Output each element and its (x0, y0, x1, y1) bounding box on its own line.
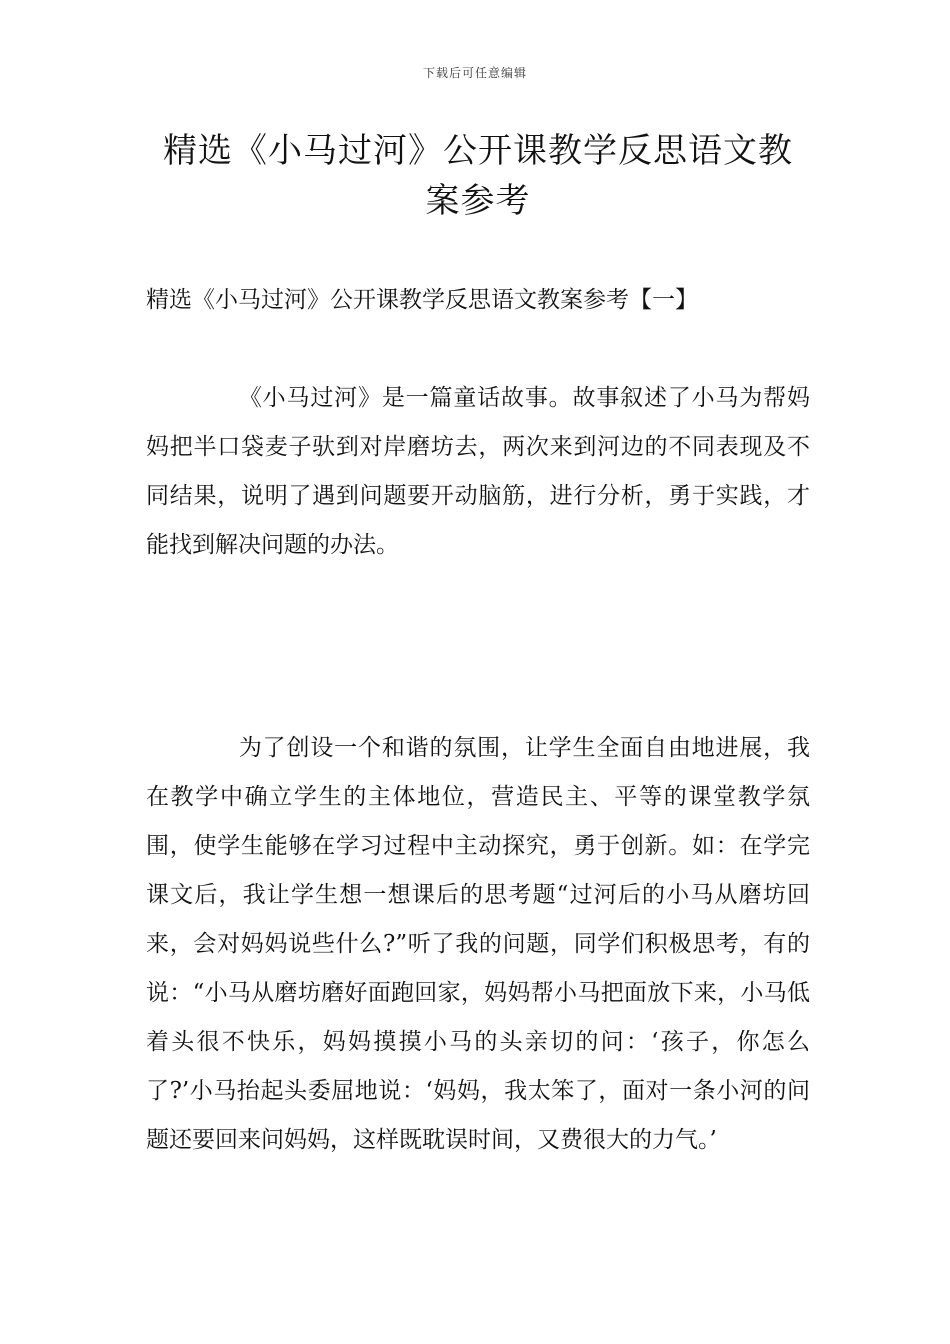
paragraph-1-text: 《小马过河》是一篇童话故事。故事叙述了小马为帮妈妈把半口袋麦子驮到对岸磨坊去，两次来到河边的不同表现及不同结果，说明了遇到问题要开动脑筋，进行分析，勇于实践，才能找到解决问题的办法。 (146, 385, 810, 558)
header-note: 下载后可任意编辑 (422, 66, 527, 80)
document-title: 精选《小马过河》公开课教学反思语文教案参考 (163, 131, 793, 221)
paragraph-2 (146, 724, 810, 1165)
paragraph-1 (146, 374, 810, 570)
section-subtitle: 精选《小马过河》公开课教学反思语文教案参考【一】 (146, 287, 698, 313)
paragraph-2-text: 为了创设一个和谐的氛围，让学生全面自由地进展，我在教学中确立学生的主体地位，营造民主、平等的课堂教学氛围，使学生能够在学习过程中主动探究，勇于创新。如：在学完课文后，我让学生想一想课后的思考题“过河后的小马从磨坊回来，会对妈妈说些什么?”听了我的问题，同学们积极思考，有的说：“小马从磨坊磨好面跑回家，妈妈帮小马把面放下来，小马低着头很不快乐，妈妈摸摸小马的头亲切的问：‘孩子，你怎么了?’小马抬起头委屈地说：‘妈妈，我太笨了，面对一条小河的问题还要回来问妈妈，这样既耽误时间，又费很大的力气。’ (146, 735, 810, 1153)
